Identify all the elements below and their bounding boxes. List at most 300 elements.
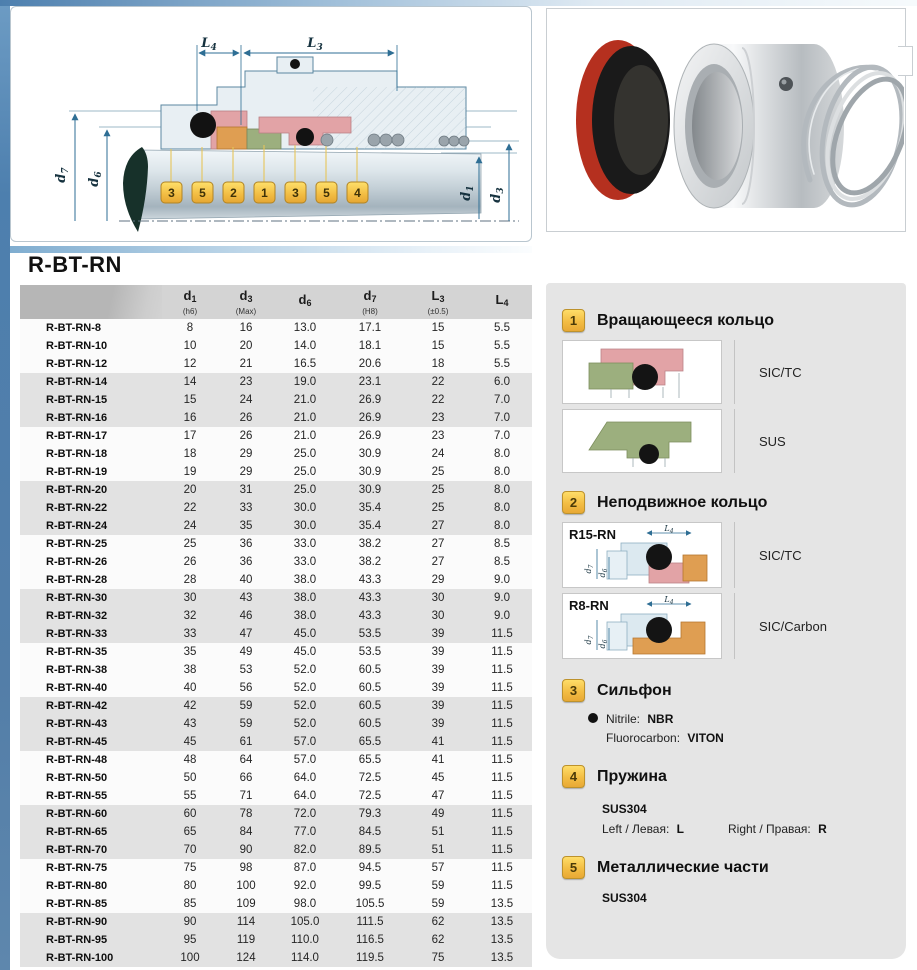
section-1-badge: 1: [562, 309, 585, 332]
value-cell: 119: [236, 934, 256, 946]
value-cell: 16: [183, 412, 197, 424]
table-row: [20, 571, 532, 589]
value-cell: 7.0: [494, 430, 510, 442]
table-row: [20, 715, 532, 733]
value-cell: 30.0: [293, 520, 317, 532]
value-cell: 11.5: [491, 754, 513, 766]
column-header-d6: d6: [274, 285, 336, 319]
value-cell: 56: [239, 682, 253, 694]
value-cell: 99.5: [358, 880, 382, 892]
value-cell: 33: [183, 628, 197, 640]
section-2-badge: 2: [562, 491, 585, 514]
value-cell: 43: [183, 718, 197, 730]
value-cell: 7.0: [494, 394, 510, 406]
stationary-ring-r15-thumbnail: [562, 522, 722, 588]
value-cell: 11.5: [491, 628, 513, 640]
model-cell: R-BT-RN-50: [46, 772, 108, 784]
value-cell: 5.5: [494, 340, 510, 352]
product-photo: [546, 8, 906, 232]
value-cell: 35: [239, 520, 253, 532]
svg-text:d6: $d_6$: [598, 639, 609, 649]
value-cell: 28: [183, 574, 197, 586]
model-cell: R-BT-RN-42: [46, 700, 108, 712]
dimensions-table-wrap: [20, 285, 532, 967]
value-cell: 64.0: [293, 790, 317, 802]
value-cell: 36: [239, 538, 253, 550]
value-cell: 116.5: [356, 934, 384, 946]
value-cell: 60.5: [358, 718, 382, 730]
value-cell: 18.1: [358, 340, 382, 352]
value-cell: 11.5: [491, 862, 513, 874]
value-cell: 38.2: [358, 556, 382, 568]
section-3-title: Сильфон: [597, 681, 672, 699]
value-cell: 13.5: [490, 898, 514, 910]
stationary-ring-r8-thumbnail: [562, 593, 722, 659]
table-row: [20, 697, 532, 715]
section-4-title: Пружина: [597, 767, 667, 785]
stationary-ring-variant-r8: [562, 593, 890, 659]
model-cell: R-BT-RN-19: [46, 466, 108, 478]
part-badges: [161, 182, 368, 203]
svg-text:L4: $L_4$: [664, 524, 674, 535]
section-3-badge: 3: [562, 679, 585, 702]
value-cell: 30.9: [358, 448, 382, 460]
value-cell: 47: [431, 790, 445, 802]
value-cell: 105.5: [355, 898, 385, 910]
value-cell: 45: [431, 772, 445, 784]
value-cell: 53.5: [358, 646, 382, 658]
value-cell: 60.5: [358, 664, 382, 676]
value-cell: 11.5: [491, 646, 513, 658]
table-row: [20, 859, 532, 877]
value-cell: 30.0: [293, 502, 317, 514]
value-cell: 13.5: [490, 952, 514, 964]
value-cell: 13.0: [293, 322, 317, 334]
value-cell: 11.5: [491, 772, 513, 784]
value-cell: 80: [183, 880, 197, 892]
value-cell: 85: [183, 898, 197, 910]
value-cell: 15: [431, 340, 445, 352]
value-cell: 65: [183, 826, 197, 838]
value-cell: 15: [431, 322, 445, 334]
value-cell: 17.1: [358, 322, 382, 334]
model-cell: R-BT-RN-14: [46, 376, 108, 388]
value-cell: 24: [183, 520, 197, 532]
value-cell: 30.9: [358, 466, 382, 478]
table-row: [20, 481, 532, 499]
model-cell: R-BT-RN-55: [46, 790, 108, 802]
value-cell: 10: [183, 340, 197, 352]
value-cell: 57: [431, 862, 445, 874]
value-cell: 59: [431, 898, 445, 910]
value-cell: 45.0: [293, 646, 317, 658]
value-cell: 52.0: [293, 718, 317, 730]
value-cell: 9.0: [494, 574, 510, 586]
value-cell: 119.5: [356, 952, 384, 964]
value-cell: 39: [431, 682, 445, 694]
value-cell: 77.0: [293, 826, 317, 838]
value-cell: 72.5: [358, 790, 382, 802]
spring-left-label: Left / Левая:: [602, 821, 670, 836]
table-row: [20, 841, 532, 859]
value-cell: 11.5: [491, 790, 513, 802]
value-cell: 33: [239, 502, 253, 514]
model-cell: R-BT-RN-15: [46, 394, 108, 406]
value-cell: 89.5: [358, 844, 382, 856]
value-cell: 40: [239, 574, 253, 586]
svg-text:d7: $d_7$: [584, 635, 595, 645]
value-cell: 36: [239, 556, 253, 568]
value-cell: 26: [183, 556, 197, 568]
value-cell: 26: [239, 412, 253, 424]
value-cell: 21: [239, 358, 253, 370]
diagram-svg: [11, 7, 531, 241]
table-row: [20, 373, 532, 391]
value-cell: 53.5: [358, 628, 382, 640]
rotating-ring-sus-label: SUS: [734, 409, 890, 473]
section-5-header: [562, 856, 890, 879]
value-cell: 87.0: [293, 862, 317, 874]
legend-panel: [546, 283, 906, 959]
set-screw: [290, 59, 300, 69]
model-cell: R-BT-RN-80: [46, 880, 108, 892]
section-4-badge: 4: [562, 765, 585, 788]
value-cell: 19: [183, 466, 197, 478]
table-row: [20, 661, 532, 679]
seal-cross-section-diagram: [10, 6, 532, 242]
model-cell: R-BT-RN-70: [46, 844, 108, 856]
value-cell: 98.0: [293, 898, 317, 910]
value-cell: 72.0: [293, 808, 317, 820]
value-cell: 53: [239, 664, 253, 676]
value-cell: 59: [431, 880, 445, 892]
dim-L3: $L_3$: [307, 36, 323, 53]
table-row: [20, 391, 532, 409]
value-cell: 65.5: [358, 736, 382, 748]
value-cell: 6.0: [494, 376, 510, 388]
table-row: [20, 823, 532, 841]
value-cell: 62: [431, 934, 445, 946]
value-cell: 32: [183, 610, 197, 622]
model-cell: R-BT-RN-33: [46, 628, 108, 640]
badge-2-label: 2: [230, 186, 237, 200]
value-cell: 8.0: [494, 502, 510, 514]
value-cell: 8.0: [494, 520, 510, 532]
badge-5b-label: 5: [323, 186, 330, 200]
value-cell: 45.0: [293, 628, 317, 640]
value-cell: 14: [183, 376, 197, 388]
value-cell: 30: [431, 592, 445, 604]
model-cell: R-BT-RN-8: [46, 322, 101, 334]
value-cell: 11.5: [491, 718, 513, 730]
value-cell: 8: [186, 322, 194, 334]
value-cell: 71: [239, 790, 253, 802]
value-cell: 49: [239, 646, 253, 658]
svg-text:d6: $d_6$: [598, 568, 609, 578]
page-frame-left: [0, 0, 10, 970]
model-cell: R-BT-RN-25: [46, 538, 108, 550]
value-cell: 25: [183, 538, 197, 550]
model-cell: R-BT-RN-45: [46, 736, 108, 748]
value-cell: 84: [239, 826, 253, 838]
value-cell: 17: [183, 430, 197, 442]
value-cell: 43.3: [358, 592, 382, 604]
section-2-header: [562, 491, 890, 514]
rotating-ring-sic-label: SIC/TC: [734, 340, 890, 404]
value-cell: 8.0: [494, 484, 510, 496]
badge-4-label: 4: [354, 186, 361, 200]
rotating-ring-sic-thumbnail: [562, 340, 722, 404]
value-cell: 23: [431, 412, 445, 424]
metal-parts-material: [602, 889, 890, 908]
value-cell: 35.4: [358, 520, 382, 532]
spec-table: [20, 285, 532, 967]
value-cell: 33.0: [293, 556, 317, 568]
value-cell: 66: [239, 772, 253, 784]
value-cell: 50: [183, 772, 197, 784]
model-cell: R-BT-RN-20: [46, 484, 108, 496]
value-cell: 35.4: [358, 502, 382, 514]
svg-text:R15-RN: R15-RN: [569, 527, 616, 542]
value-cell: 23.1: [358, 376, 382, 388]
value-cell: 12: [183, 358, 197, 370]
value-cell: 38.0: [293, 574, 317, 586]
stationary-ring-variant-r15: [562, 522, 890, 588]
value-cell: 11.5: [491, 682, 513, 694]
value-cell: 13.5: [490, 934, 514, 946]
value-cell: 49: [431, 808, 445, 820]
value-cell: 61: [239, 736, 253, 748]
page-title: R-BT-RN: [28, 252, 122, 277]
section-1-title: Вращающееся кольцо: [597, 311, 775, 329]
model-cell: R-BT-RN-100: [46, 952, 114, 964]
section-2-title: Неподвижное кольцо: [597, 493, 768, 511]
value-cell: 23: [239, 376, 253, 388]
stationary-ring-r8-label: SIC/Carbon: [734, 593, 890, 659]
value-cell: 16: [239, 322, 253, 334]
value-cell: 59: [239, 718, 253, 730]
value-cell: 38.0: [293, 592, 317, 604]
value-cell: 29: [431, 574, 445, 586]
value-cell: 90: [239, 844, 253, 856]
value-cell: 60.5: [358, 700, 382, 712]
value-cell: 29: [239, 448, 253, 460]
model-cell: R-BT-RN-35: [46, 646, 108, 658]
value-cell: 16.5: [293, 358, 317, 370]
value-cell: 18: [431, 358, 445, 370]
value-cell: 41: [431, 754, 445, 766]
value-cell: 20: [183, 484, 197, 496]
value-cell: 31: [239, 484, 253, 496]
value-cell: 14.0: [293, 340, 317, 352]
value-cell: 51: [431, 826, 445, 838]
value-cell: 38.0: [293, 610, 317, 622]
bellows-nitrile-value: NBR: [647, 712, 674, 726]
value-cell: 25: [431, 502, 445, 514]
value-cell: 40: [183, 682, 197, 694]
value-cell: 64: [239, 754, 253, 766]
model-cell: R-BT-RN-95: [46, 934, 108, 946]
value-cell: 45: [183, 736, 197, 748]
column-header-L4: L4: [472, 285, 532, 319]
table-row: [20, 805, 532, 823]
bullet-dot: [588, 713, 598, 723]
value-cell: 25: [431, 484, 445, 496]
o-ring-small: [296, 128, 314, 146]
model-cell: R-BT-RN-65: [46, 826, 108, 838]
table-row: [20, 733, 532, 751]
value-cell: 5.5: [494, 322, 510, 334]
table-row: [20, 949, 532, 967]
value-cell: 27: [431, 520, 445, 532]
table-row: [20, 355, 532, 373]
value-cell: 27: [431, 556, 445, 568]
value-cell: 51: [431, 844, 445, 856]
model-cell: R-BT-RN-16: [46, 412, 108, 424]
value-cell: 26.9: [358, 412, 382, 424]
table-row: [20, 913, 532, 931]
value-cell: 22: [431, 394, 445, 406]
metal-parts-material-value: SUS304: [602, 891, 647, 906]
value-cell: 43: [239, 592, 253, 604]
value-cell: 9.0: [494, 610, 510, 622]
value-cell: 24: [239, 394, 253, 406]
table-row: [20, 463, 532, 481]
model-cell: R-BT-RN-10: [46, 340, 108, 352]
value-cell: 70: [183, 844, 197, 856]
value-cell: 65.5: [358, 754, 382, 766]
photo-frame: [546, 8, 906, 232]
value-cell: 11.5: [491, 664, 513, 676]
value-cell: 114.0: [291, 952, 319, 964]
value-cell: 57.0: [293, 736, 317, 748]
dim-d3: $d_3$: [489, 187, 506, 203]
value-cell: 109: [236, 898, 256, 910]
value-cell: 5.5: [494, 358, 510, 370]
table-row: [20, 931, 532, 949]
model-cell: R-BT-RN-75: [46, 862, 108, 874]
table-row: [20, 445, 532, 463]
value-cell: 8.5: [494, 556, 510, 568]
table-row: [20, 319, 532, 337]
table-row: [20, 895, 532, 913]
value-cell: 110.0: [291, 934, 319, 946]
value-cell: 9.0: [494, 592, 510, 604]
value-cell: 21.0: [293, 412, 317, 424]
value-cell: 27: [431, 538, 445, 550]
column-header-d3: d3 (Max): [218, 285, 274, 319]
table-row: [20, 751, 532, 769]
rotating-ring-variant-sus: [562, 409, 890, 473]
model-cell: R-BT-RN-28: [46, 574, 108, 586]
bellows-fluorocarbon-label: Fluorocarbon:: [606, 730, 681, 745]
dim-d6: $d_6$: [87, 171, 104, 187]
value-cell: 20.6: [358, 358, 382, 370]
value-cell: 57.0: [293, 754, 317, 766]
table-row: [20, 553, 532, 571]
value-cell: 30: [183, 592, 197, 604]
value-cell: 60: [183, 808, 197, 820]
value-cell: 11.5: [491, 826, 513, 838]
model-cell: R-BT-RN-32: [46, 610, 108, 622]
model-cell: R-BT-RN-17: [46, 430, 108, 442]
value-cell: 92.0: [293, 880, 317, 892]
value-cell: 15: [183, 394, 197, 406]
model-cell: R-BT-RN-30: [46, 592, 108, 604]
value-cell: 82.0: [293, 844, 317, 856]
dim-d1: $d_1$: [459, 185, 476, 201]
table-row: [20, 607, 532, 625]
value-cell: 25: [431, 466, 445, 478]
model-cell: R-BT-RN-22: [46, 502, 108, 514]
table-row: [20, 499, 532, 517]
value-cell: 8.0: [494, 466, 510, 478]
value-cell: 22: [431, 376, 445, 388]
value-cell: 13.5: [490, 916, 514, 928]
value-cell: 33.0: [293, 538, 317, 550]
value-cell: 39: [431, 628, 445, 640]
value-cell: 18: [183, 448, 197, 460]
value-cell: 25.0: [293, 466, 317, 478]
value-cell: 11.5: [491, 808, 513, 820]
table-row: [20, 625, 532, 643]
value-cell: 25.0: [293, 484, 317, 496]
value-cell: 75: [183, 862, 197, 874]
value-cell: 21.0: [293, 394, 317, 406]
stationary-ring-r15-label: SIC/TC: [734, 522, 890, 588]
value-cell: 52.0: [293, 700, 317, 712]
model-cell: R-BT-RN-26: [46, 556, 108, 568]
value-cell: 22: [183, 502, 197, 514]
model-cell: R-BT-RN-90: [46, 916, 108, 928]
column-header-d7: d7 (H8): [336, 285, 404, 319]
value-cell: 21.0: [293, 430, 317, 442]
model-cell: R-BT-RN-43: [46, 718, 108, 730]
bellows-materials: [590, 710, 890, 747]
value-cell: 79.3: [358, 808, 382, 820]
value-cell: 25.0: [293, 448, 317, 460]
value-cell: 100: [180, 952, 200, 964]
value-cell: 30: [431, 610, 445, 622]
table-row: [20, 877, 532, 895]
value-cell: 11.5: [491, 844, 513, 856]
value-cell: 48: [183, 754, 197, 766]
value-cell: 72.5: [358, 772, 382, 784]
section-3-header: [562, 679, 890, 702]
model-cell: R-BT-RN-60: [46, 808, 108, 820]
value-cell: 111.5: [356, 916, 384, 928]
model-cell: R-BT-RN-85: [46, 898, 108, 910]
value-cell: 26: [239, 430, 253, 442]
model-cell: R-BT-RN-38: [46, 664, 108, 676]
model-cell: R-BT-RN-40: [46, 682, 108, 694]
value-cell: 23: [431, 430, 445, 442]
badge-5a-label: 5: [199, 186, 206, 200]
value-cell: 39: [431, 664, 445, 676]
table-row: [20, 535, 532, 553]
table-row: [20, 787, 532, 805]
section-5-badge: 5: [562, 856, 585, 879]
spring-materials: [602, 800, 890, 838]
section-1-header: [562, 309, 890, 332]
badge-3a-label: 3: [168, 186, 175, 200]
value-cell: 64.0: [293, 772, 317, 784]
value-cell: 75: [431, 952, 445, 964]
value-cell: 20: [239, 340, 253, 352]
value-cell: 124: [236, 952, 256, 964]
value-cell: 26.9: [358, 394, 382, 406]
value-cell: 59: [239, 700, 253, 712]
